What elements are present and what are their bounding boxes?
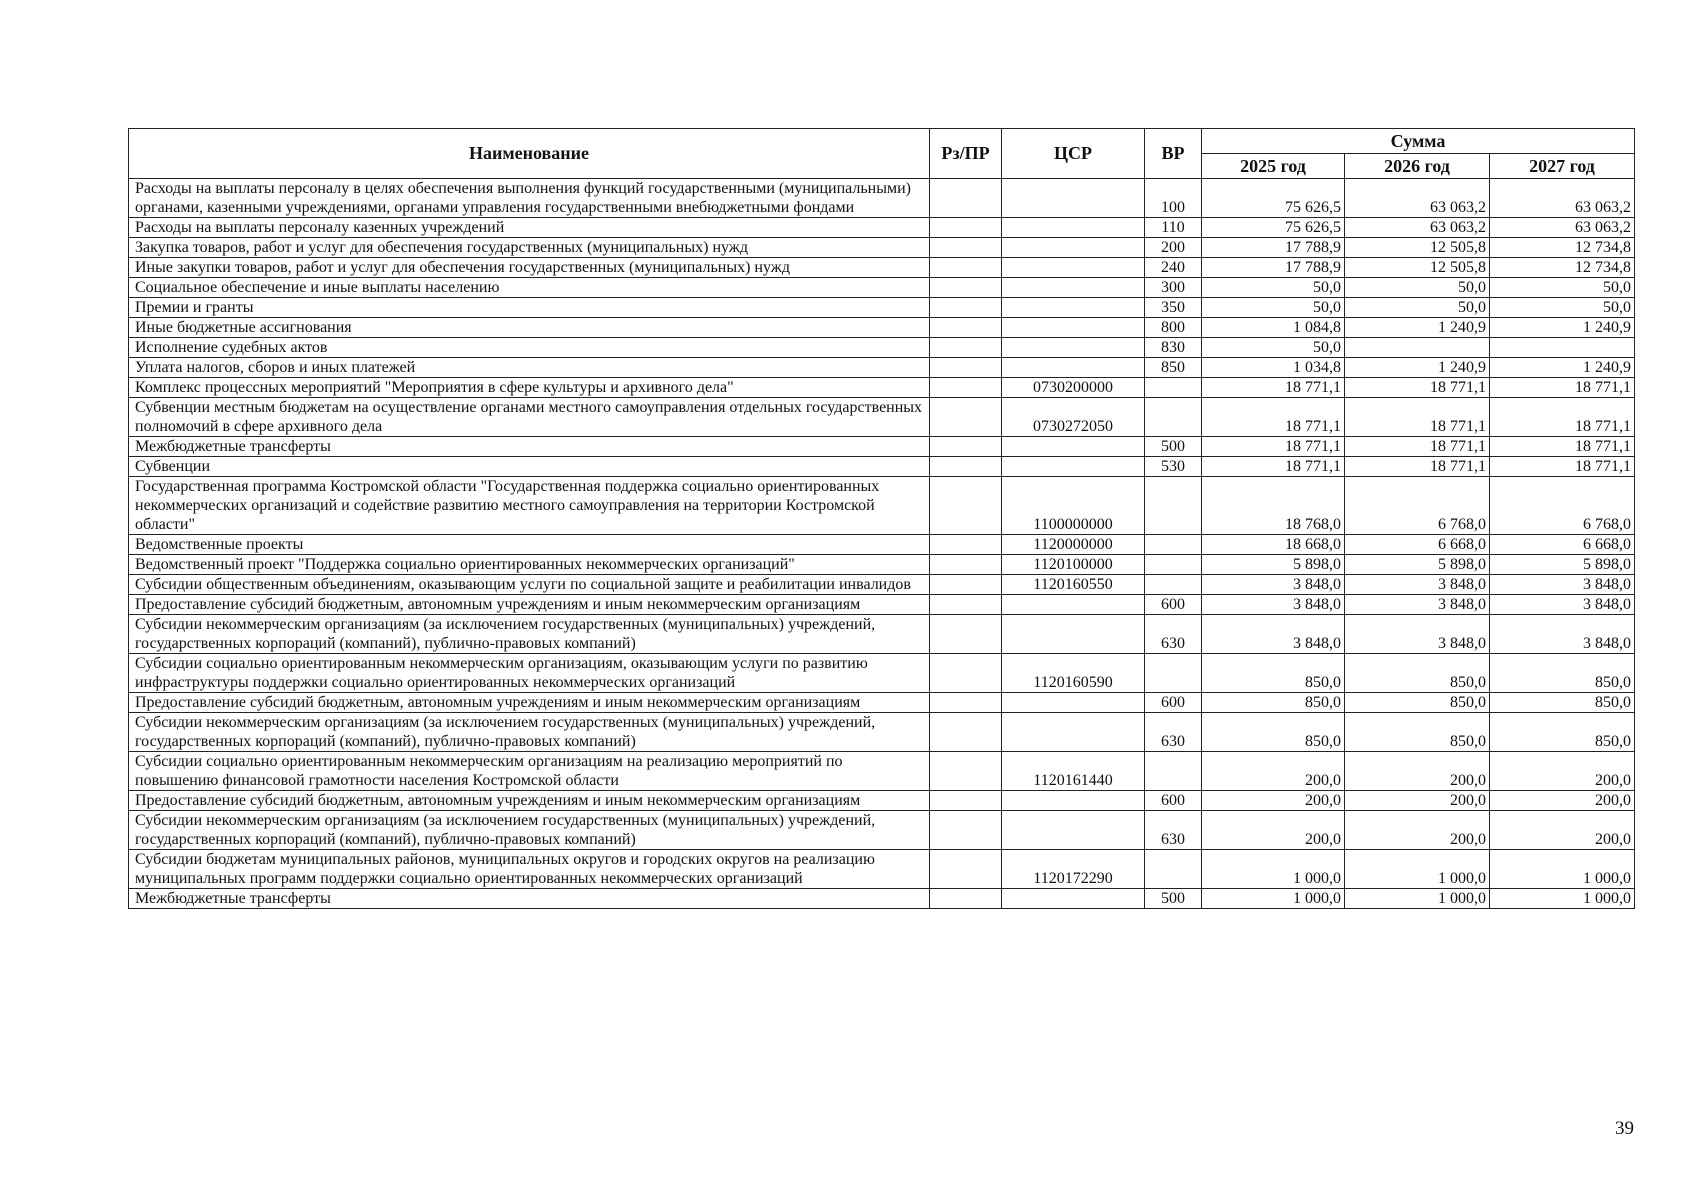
cell-2025: 18 771,1 bbox=[1202, 457, 1345, 477]
table-row bbox=[129, 437, 1635, 457]
cell-vr: 630 bbox=[1145, 615, 1202, 654]
header-name: Наименование bbox=[129, 129, 930, 179]
cell-2025: 18 668,0 bbox=[1202, 535, 1345, 555]
table-body bbox=[129, 179, 1635, 909]
cell-2025: 850,0 bbox=[1202, 713, 1345, 752]
cell-2026: 200,0 bbox=[1345, 811, 1490, 850]
table-row bbox=[129, 791, 1635, 811]
cell-2026 bbox=[1345, 338, 1490, 358]
cell-vr bbox=[1145, 752, 1202, 791]
cell-rz bbox=[930, 338, 1002, 358]
cell-2026: 12 505,8 bbox=[1345, 258, 1490, 278]
cell-2027: 200,0 bbox=[1490, 811, 1635, 850]
cell-vr: 110 bbox=[1145, 218, 1202, 238]
cell-2026: 1 000,0 bbox=[1345, 850, 1490, 889]
header-rz: Рз/ПР bbox=[930, 129, 1002, 179]
cell-2026: 3 848,0 bbox=[1345, 615, 1490, 654]
table-row bbox=[129, 713, 1635, 752]
cell-name: Межбюджетные трансферты bbox=[129, 889, 930, 909]
cell-rz bbox=[930, 179, 1002, 218]
cell-2026: 5 898,0 bbox=[1345, 555, 1490, 575]
table-row bbox=[129, 693, 1635, 713]
table-row bbox=[129, 535, 1635, 555]
cell-rz bbox=[930, 358, 1002, 378]
cell-name: Предоставление субсидий бюджетным, автономным учреждениям и иным некоммерческим организациям bbox=[129, 791, 930, 811]
cell-2027: 6 668,0 bbox=[1490, 535, 1635, 555]
table-row bbox=[129, 318, 1635, 338]
cell-csr: 1100000000 bbox=[1002, 477, 1145, 535]
cell-2026: 850,0 bbox=[1345, 654, 1490, 693]
table-row bbox=[129, 889, 1635, 909]
cell-rz bbox=[930, 437, 1002, 457]
cell-csr bbox=[1002, 595, 1145, 615]
cell-vr: 830 bbox=[1145, 338, 1202, 358]
cell-csr: 1120100000 bbox=[1002, 555, 1145, 575]
cell-2027: 850,0 bbox=[1490, 654, 1635, 693]
cell-2025: 850,0 bbox=[1202, 654, 1345, 693]
cell-2025: 3 848,0 bbox=[1202, 615, 1345, 654]
table-row bbox=[129, 298, 1635, 318]
cell-rz bbox=[930, 791, 1002, 811]
cell-2025: 17 788,9 bbox=[1202, 258, 1345, 278]
cell-vr bbox=[1145, 555, 1202, 575]
cell-vr: 850 bbox=[1145, 358, 1202, 378]
cell-name: Субсидии некоммерческим организациям (за исключением государственных (муниципальных) учреждений, государственных корпораций (компаний), публично-правовых компаний) bbox=[129, 615, 930, 654]
cell-2025: 1 000,0 bbox=[1202, 850, 1345, 889]
cell-2026: 6 668,0 bbox=[1345, 535, 1490, 555]
cell-name: Иные бюджетные ассигнования bbox=[129, 318, 930, 338]
cell-2025: 75 626,5 bbox=[1202, 218, 1345, 238]
cell-2027: 50,0 bbox=[1490, 298, 1635, 318]
cell-name: Расходы на выплаты персоналу в целях обеспечения выполнения функций государственными (муниципальными) органами, казенными учреждениями, органами управления государственными внебюджетными фондами bbox=[129, 179, 930, 218]
cell-2026: 1 240,9 bbox=[1345, 358, 1490, 378]
table-row bbox=[129, 555, 1635, 575]
cell-2027: 5 898,0 bbox=[1490, 555, 1635, 575]
cell-csr bbox=[1002, 278, 1145, 298]
page-number: 39 bbox=[1615, 1118, 1634, 1139]
table-row bbox=[129, 179, 1635, 218]
cell-name: Предоставление субсидий бюджетным, автономным учреждениям и иным некоммерческим организациям bbox=[129, 693, 930, 713]
cell-2025: 50,0 bbox=[1202, 298, 1345, 318]
cell-vr: 800 bbox=[1145, 318, 1202, 338]
cell-2025: 200,0 bbox=[1202, 791, 1345, 811]
cell-2026: 200,0 bbox=[1345, 791, 1490, 811]
cell-2027: 6 768,0 bbox=[1490, 477, 1635, 535]
cell-name: Иные закупки товаров, работ и услуг для обеспечения государственных (муниципальных) нужд bbox=[129, 258, 930, 278]
cell-vr bbox=[1145, 850, 1202, 889]
cell-2025: 75 626,5 bbox=[1202, 179, 1345, 218]
cell-2026: 200,0 bbox=[1345, 752, 1490, 791]
cell-name: Субсидии некоммерческим организациям (за исключением государственных (муниципальных) учреждений, государственных корпораций (компаний), публично-правовых компаний) bbox=[129, 713, 930, 752]
cell-2026: 50,0 bbox=[1345, 278, 1490, 298]
cell-csr bbox=[1002, 318, 1145, 338]
cell-name: Закупка товаров, работ и услуг для обеспечения государственных (муниципальных) нужд bbox=[129, 238, 930, 258]
cell-rz bbox=[930, 535, 1002, 555]
table-row bbox=[129, 850, 1635, 889]
cell-2025: 1 034,8 bbox=[1202, 358, 1345, 378]
cell-2026: 18 771,1 bbox=[1345, 437, 1490, 457]
cell-csr bbox=[1002, 457, 1145, 477]
cell-2027: 850,0 bbox=[1490, 693, 1635, 713]
cell-csr bbox=[1002, 791, 1145, 811]
cell-name: Субсидии бюджетам муниципальных районов, муниципальных округов и городских округов на реализацию муниципальных программ поддержки социально ориентированных некоммерческих организаций bbox=[129, 850, 930, 889]
cell-2027: 1 240,9 bbox=[1490, 318, 1635, 338]
table-row bbox=[129, 477, 1635, 535]
cell-rz bbox=[930, 575, 1002, 595]
cell-vr bbox=[1145, 378, 1202, 398]
cell-name: Межбюджетные трансферты bbox=[129, 437, 930, 457]
cell-vr: 630 bbox=[1145, 811, 1202, 850]
cell-csr bbox=[1002, 713, 1145, 752]
cell-vr bbox=[1145, 535, 1202, 555]
header-year-2025: 2025 год bbox=[1202, 154, 1345, 179]
cell-2026: 6 768,0 bbox=[1345, 477, 1490, 535]
cell-vr: 100 bbox=[1145, 179, 1202, 218]
cell-csr: 1120160590 bbox=[1002, 654, 1145, 693]
cell-2027: 63 063,2 bbox=[1490, 218, 1635, 238]
table-row bbox=[129, 278, 1635, 298]
cell-rz bbox=[930, 238, 1002, 258]
cell-2026: 18 771,1 bbox=[1345, 457, 1490, 477]
cell-2027: 18 771,1 bbox=[1490, 457, 1635, 477]
cell-rz bbox=[930, 318, 1002, 338]
table-row bbox=[129, 811, 1635, 850]
cell-vr: 500 bbox=[1145, 889, 1202, 909]
cell-2027: 200,0 bbox=[1490, 791, 1635, 811]
cell-csr bbox=[1002, 238, 1145, 258]
cell-rz bbox=[930, 752, 1002, 791]
cell-2027: 18 771,1 bbox=[1490, 378, 1635, 398]
cell-2025: 5 898,0 bbox=[1202, 555, 1345, 575]
cell-vr bbox=[1145, 654, 1202, 693]
cell-2026: 1 000,0 bbox=[1345, 889, 1490, 909]
cell-2026: 18 771,1 bbox=[1345, 378, 1490, 398]
cell-2027: 12 734,8 bbox=[1490, 238, 1635, 258]
table-row bbox=[129, 595, 1635, 615]
cell-name: Социальное обеспечение и иные выплаты населению bbox=[129, 278, 930, 298]
cell-2026: 3 848,0 bbox=[1345, 575, 1490, 595]
cell-csr: 1120000000 bbox=[1002, 535, 1145, 555]
cell-2026: 63 063,2 bbox=[1345, 179, 1490, 218]
table-row bbox=[129, 752, 1635, 791]
cell-rz bbox=[930, 378, 1002, 398]
cell-name: Предоставление субсидий бюджетным, автономным учреждениям и иным некоммерческим организациям bbox=[129, 595, 930, 615]
cell-name: Расходы на выплаты персоналу казенных учреждений bbox=[129, 218, 930, 238]
cell-rz bbox=[930, 457, 1002, 477]
cell-csr bbox=[1002, 338, 1145, 358]
cell-rz bbox=[930, 595, 1002, 615]
cell-2025: 50,0 bbox=[1202, 278, 1345, 298]
cell-csr: 0730272050 bbox=[1002, 398, 1145, 437]
table-row bbox=[129, 575, 1635, 595]
table-row bbox=[129, 398, 1635, 437]
header-year-2026: 2026 год bbox=[1345, 154, 1490, 179]
cell-vr: 600 bbox=[1145, 791, 1202, 811]
cell-2025: 850,0 bbox=[1202, 693, 1345, 713]
cell-name: Уплата налогов, сборов и иных платежей bbox=[129, 358, 930, 378]
cell-vr: 630 bbox=[1145, 713, 1202, 752]
cell-2027: 63 063,2 bbox=[1490, 179, 1635, 218]
cell-rz bbox=[930, 398, 1002, 437]
cell-name: Субвенции местным бюджетам на осуществление органами местного самоуправления отдельных государственных полномочий в сфере архивного дела bbox=[129, 398, 930, 437]
cell-name: Ведомственные проекты bbox=[129, 535, 930, 555]
cell-2026: 63 063,2 bbox=[1345, 218, 1490, 238]
cell-vr: 350 bbox=[1145, 298, 1202, 318]
cell-2027: 18 771,1 bbox=[1490, 398, 1635, 437]
cell-2027: 50,0 bbox=[1490, 278, 1635, 298]
cell-2025: 3 848,0 bbox=[1202, 595, 1345, 615]
cell-2025: 18 771,1 bbox=[1202, 378, 1345, 398]
cell-2026: 1 240,9 bbox=[1345, 318, 1490, 338]
cell-vr bbox=[1145, 398, 1202, 437]
cell-csr: 1120172290 bbox=[1002, 850, 1145, 889]
cell-2027: 3 848,0 bbox=[1490, 575, 1635, 595]
cell-rz bbox=[930, 693, 1002, 713]
cell-2027: 850,0 bbox=[1490, 713, 1635, 752]
cell-2026: 3 848,0 bbox=[1345, 595, 1490, 615]
cell-2026: 50,0 bbox=[1345, 298, 1490, 318]
cell-vr: 600 bbox=[1145, 693, 1202, 713]
cell-rz bbox=[930, 889, 1002, 909]
header-vr: ВР bbox=[1145, 129, 1202, 179]
cell-2025: 50,0 bbox=[1202, 338, 1345, 358]
cell-rz bbox=[930, 811, 1002, 850]
cell-name: Государственная программа Костромской области "Государственная поддержка социально ориентированных некоммерческих организаций и содействие развитию местного самоуправления на территории Костромской области" bbox=[129, 477, 930, 535]
cell-2027: 18 771,1 bbox=[1490, 437, 1635, 457]
table-row bbox=[129, 378, 1635, 398]
cell-rz bbox=[930, 615, 1002, 654]
cell-rz bbox=[930, 477, 1002, 535]
cell-csr bbox=[1002, 693, 1145, 713]
table-row bbox=[129, 654, 1635, 693]
cell-2025: 18 771,1 bbox=[1202, 437, 1345, 457]
cell-2027: 200,0 bbox=[1490, 752, 1635, 791]
cell-2025: 200,0 bbox=[1202, 811, 1345, 850]
cell-2025: 1 084,8 bbox=[1202, 318, 1345, 338]
cell-2027: 12 734,8 bbox=[1490, 258, 1635, 278]
cell-vr: 600 bbox=[1145, 595, 1202, 615]
table-row bbox=[129, 358, 1635, 378]
table-row bbox=[129, 238, 1635, 258]
cell-2026: 18 771,1 bbox=[1345, 398, 1490, 437]
cell-name: Субсидии социально ориентированным некоммерческим организациям на реализацию мероприятий по повышению финансовой грамотности населения Костромской области bbox=[129, 752, 930, 791]
cell-2027: 1 240,9 bbox=[1490, 358, 1635, 378]
cell-name: Ведомственный проект "Поддержка социально ориентированных некоммерческих организаций" bbox=[129, 555, 930, 575]
budget-table bbox=[128, 128, 1635, 909]
cell-csr bbox=[1002, 358, 1145, 378]
cell-2027: 3 848,0 bbox=[1490, 595, 1635, 615]
cell-csr: 0730200000 bbox=[1002, 378, 1145, 398]
cell-name: Премии и гранты bbox=[129, 298, 930, 318]
cell-2025: 3 848,0 bbox=[1202, 575, 1345, 595]
cell-vr: 300 bbox=[1145, 278, 1202, 298]
cell-csr bbox=[1002, 889, 1145, 909]
cell-2026: 850,0 bbox=[1345, 693, 1490, 713]
table-row bbox=[129, 218, 1635, 238]
cell-2027: 1 000,0 bbox=[1490, 889, 1635, 909]
cell-rz bbox=[930, 850, 1002, 889]
cell-name: Комплекс процессных мероприятий "Мероприятия в сфере культуры и архивного дела" bbox=[129, 378, 930, 398]
cell-csr bbox=[1002, 258, 1145, 278]
cell-name: Субсидии общественным объединениям, оказывающим услуги по социальной защите и реабилитации инвалидов bbox=[129, 575, 930, 595]
cell-csr bbox=[1002, 179, 1145, 218]
table-row bbox=[129, 338, 1635, 358]
cell-2027 bbox=[1490, 338, 1635, 358]
cell-rz bbox=[930, 278, 1002, 298]
cell-rz bbox=[930, 298, 1002, 318]
cell-rz bbox=[930, 218, 1002, 238]
header-csr: ЦСР bbox=[1002, 129, 1145, 179]
cell-name: Субвенции bbox=[129, 457, 930, 477]
table-row bbox=[129, 258, 1635, 278]
cell-2027: 3 848,0 bbox=[1490, 615, 1635, 654]
cell-2025: 1 000,0 bbox=[1202, 889, 1345, 909]
cell-2026: 12 505,8 bbox=[1345, 238, 1490, 258]
cell-2026: 850,0 bbox=[1345, 713, 1490, 752]
cell-rz bbox=[930, 713, 1002, 752]
cell-rz bbox=[930, 555, 1002, 575]
cell-2025: 200,0 bbox=[1202, 752, 1345, 791]
cell-csr bbox=[1002, 218, 1145, 238]
cell-csr bbox=[1002, 298, 1145, 318]
cell-csr bbox=[1002, 437, 1145, 457]
table-row bbox=[129, 615, 1635, 654]
header-year-2027: 2027 год bbox=[1490, 154, 1635, 179]
header-sum: Сумма bbox=[1202, 129, 1635, 154]
cell-vr: 240 bbox=[1145, 258, 1202, 278]
cell-csr bbox=[1002, 811, 1145, 850]
table-row bbox=[129, 457, 1635, 477]
cell-rz bbox=[930, 258, 1002, 278]
cell-csr bbox=[1002, 615, 1145, 654]
cell-vr bbox=[1145, 575, 1202, 595]
cell-vr: 530 bbox=[1145, 457, 1202, 477]
cell-name: Исполнение судебных актов bbox=[129, 338, 930, 358]
cell-name: Субсидии некоммерческим организациям (за исключением государственных (муниципальных) учреждений, государственных корпораций (компаний), публично-правовых компаний) bbox=[129, 811, 930, 850]
cell-csr: 1120160550 bbox=[1002, 575, 1145, 595]
cell-vr: 200 bbox=[1145, 238, 1202, 258]
table-header bbox=[129, 129, 1635, 179]
cell-vr: 500 bbox=[1145, 437, 1202, 457]
cell-2025: 18 768,0 bbox=[1202, 477, 1345, 535]
cell-2025: 17 788,9 bbox=[1202, 238, 1345, 258]
cell-vr bbox=[1145, 477, 1202, 535]
cell-2027: 1 000,0 bbox=[1490, 850, 1635, 889]
cell-csr: 1120161440 bbox=[1002, 752, 1145, 791]
cell-name: Субсидии социально ориентированным некоммерческим организациям, оказывающим услуги по развитию инфраструктуры поддержки социально ориентированных некоммерческих организаций bbox=[129, 654, 930, 693]
cell-2025: 18 771,1 bbox=[1202, 398, 1345, 437]
cell-rz bbox=[930, 654, 1002, 693]
